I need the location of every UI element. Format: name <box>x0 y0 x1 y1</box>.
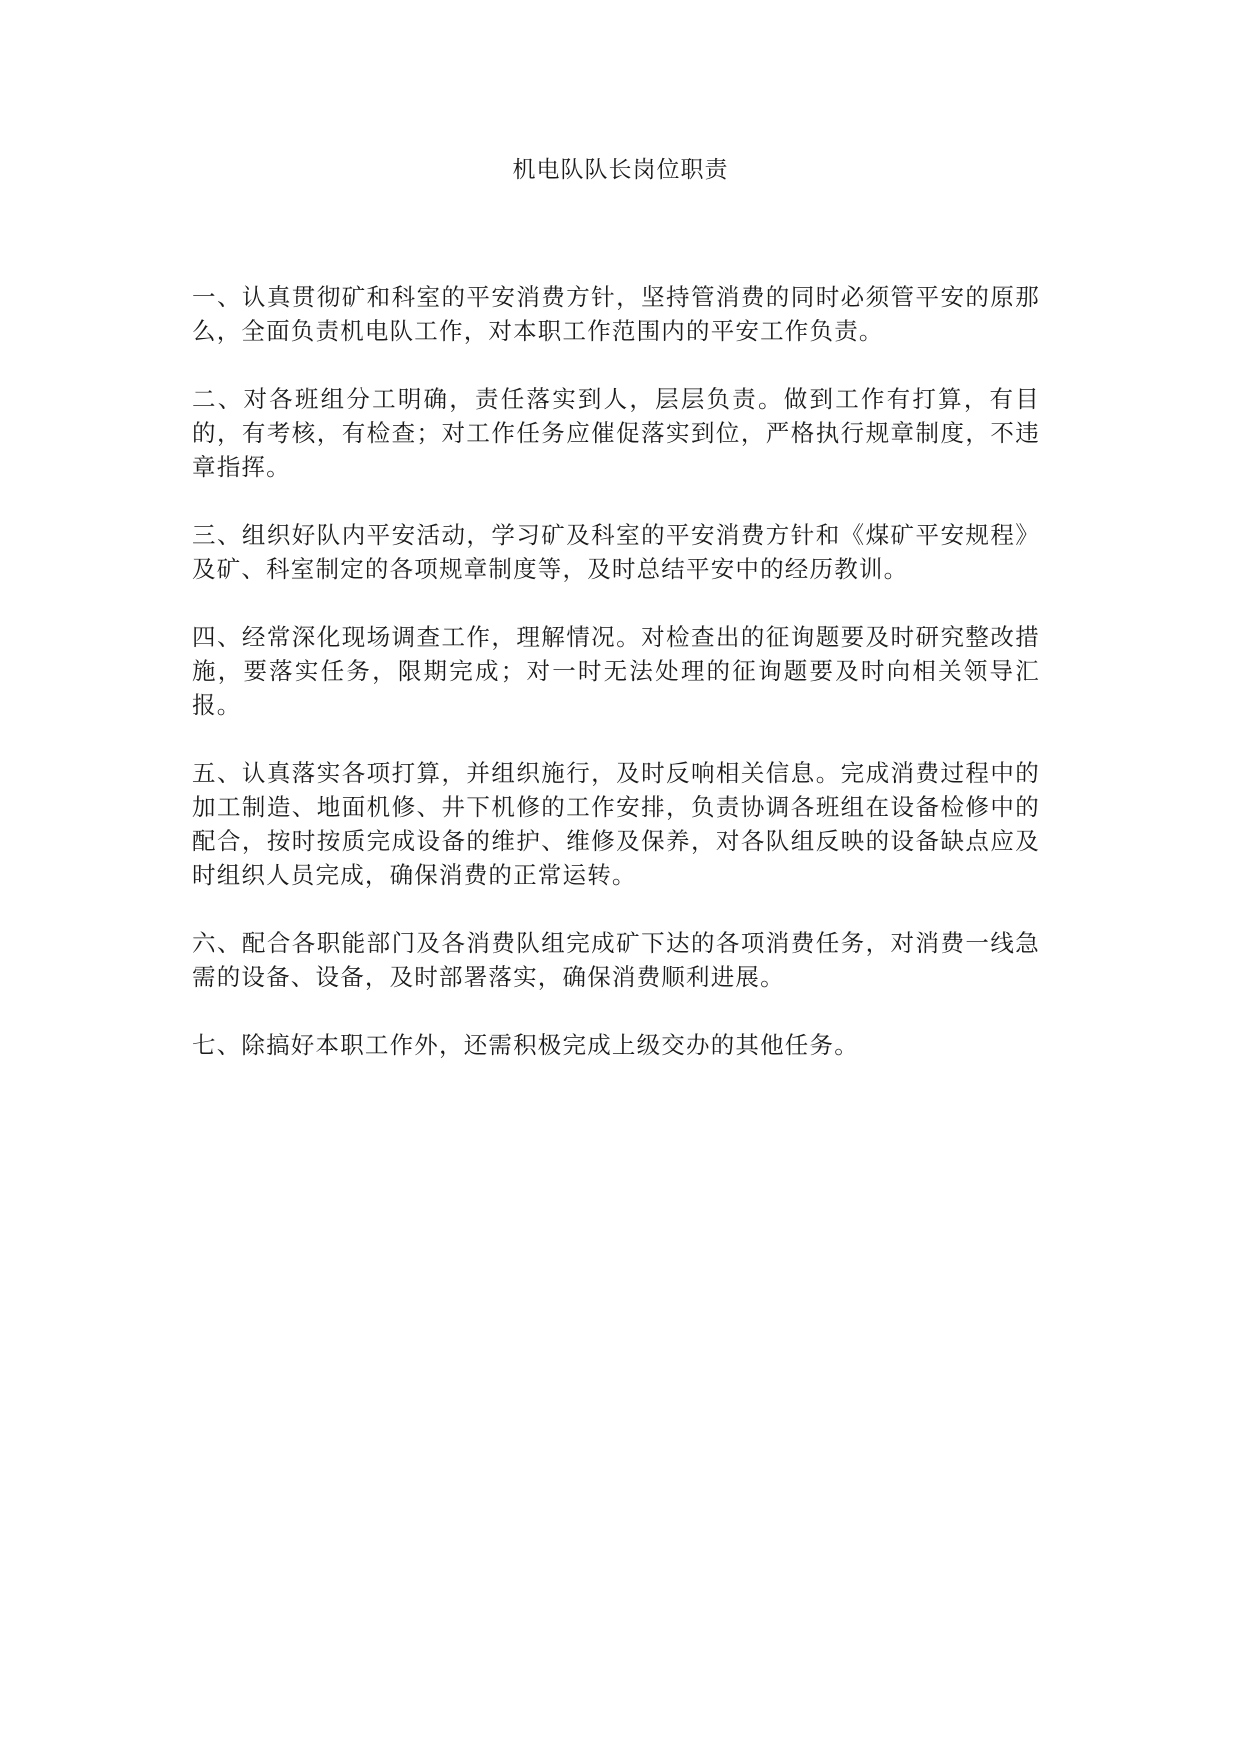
paragraph-4: 四、经常深化现场调查工作，理解情况。对检查出的征询题要及时研究整改措施，要落实任务，限期完成；对一时无法处理的征询题要及时向相关领导汇报。 <box>192 623 1040 719</box>
document-title: 机电队队长岗位职责 <box>512 157 729 183</box>
paragraph-2: 二、对各班组分工明确，责任落实到人，层层负责。做到工作有打算，有目的，有考核，有检查；对工作任务应催促落实到位，严格执行规章制度，不违章指挥。 <box>192 385 1040 481</box>
paragraph-1: 一、认真贯彻矿和科室的平安消费方针，坚持管消费的同时必须管平安的原那么，全面负责机电队工作，对本职工作范围内的平安工作负责。 <box>192 283 1040 345</box>
paragraph-7: 七、除搞好本职工作外，还需积极完成上级交办的其他任务。 <box>192 1031 859 1059</box>
paragraph-5: 五、认真落实各项打算，并组织施行，及时反响相关信息。完成消费过程中的加工制造、地面机修、井下机修的工作安排，负责协调各班组在设备检修中的配合，按时按质完成设备的维护、维修及保养，对各队组反映的设备缺点应及时组织人员完成，确保消费的正常运转。 <box>192 759 1040 889</box>
document-body <box>192 280 1040 1096</box>
paragraph-3: 三、组织好队内平安活动，学习矿及科室的平安消费方针和《煤矿平安规程》及矿、科室制定的各项规章制度等，及时总结平安中的经历教训。 <box>192 521 1040 583</box>
paragraph-6: 六、配合各职能部门及各消费队组完成矿下达的各项消费任务，对消费一线急需的设备、设备，及时部署落实，确保消费顺利进展。 <box>192 929 1040 991</box>
